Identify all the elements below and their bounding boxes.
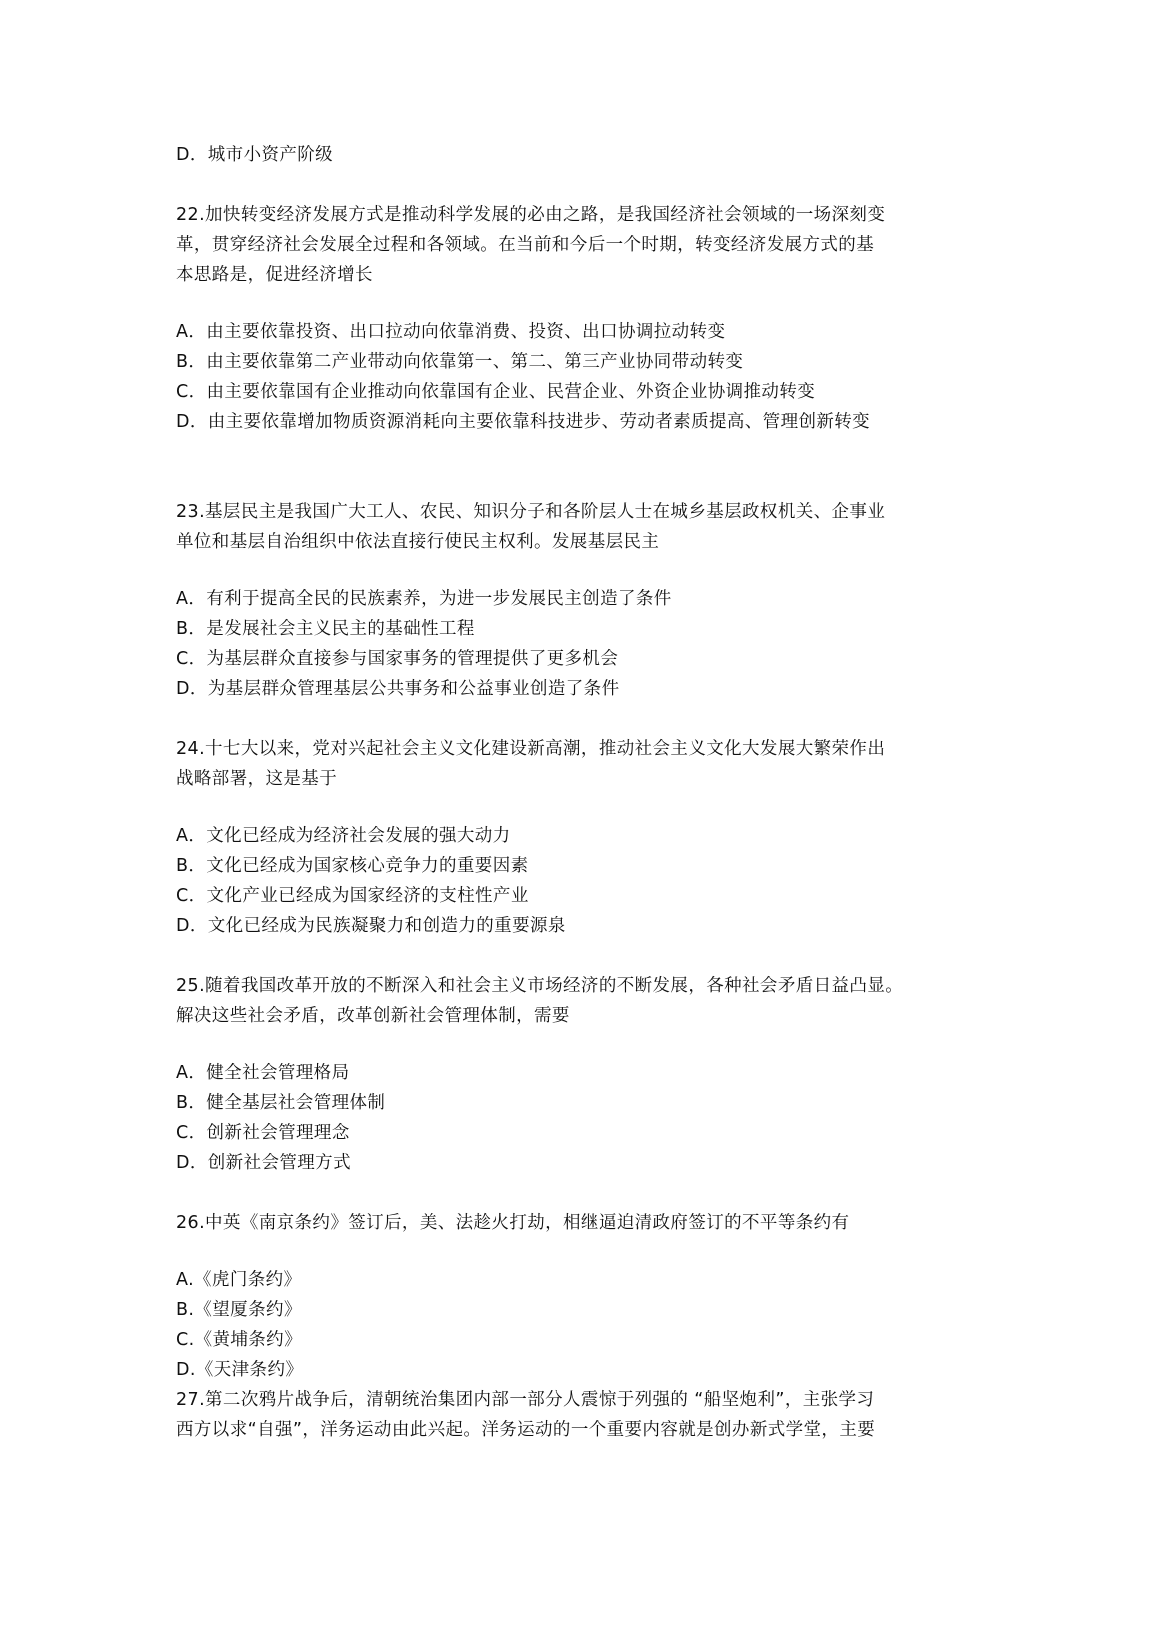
question-25-option-d: D．创新社会管理方式 [176,1153,351,1173]
question-22-option-d: D．由主要依靠增加物质资源消耗向主要依靠科技进步、劳动者素质提高、管理创新转变 [176,412,871,432]
question-26-option-c: C.《黄埔条约》 [176,1330,302,1350]
question-23-option-b: B．是发展社会主义民主的基础性工程 [176,619,475,639]
question-25-line-2: 解决这些社会矛盾，改革创新社会管理体制，需要 [176,1006,570,1026]
question-26-option-b: B.《望厦条约》 [176,1300,302,1320]
question-22 [176,200,1006,437]
question-24-line-2: 战略部署，这是基于 [176,769,338,789]
question-26-line-1: 26.中英《南京条约》签订后，美、法趁火打劫，相继逼迫清政府签订的不平等条约有 [176,1213,850,1233]
question-22-option-b: B．由主要依靠第二产业带动向依靠第一、第二、第三产业协同带动转变 [176,352,744,372]
question-24-option-d: D．文化已经成为民族凝聚力和创造力的重要源泉 [176,916,566,936]
question-23-option-c: C．为基层群众直接参与国家事务的管理提供了更多机会 [176,649,619,669]
question-26-option-a: A.《虎门条约》 [176,1270,302,1290]
question-22-option-a: A．由主要依靠投资、出口拉动向依靠消费、投资、出口协调拉动转变 [176,322,726,342]
question-27-line-2: 西方以求“自强”，洋务运动由此兴起。洋务运动的一个重要内容就是创办新式学堂，主要 [176,1420,876,1440]
question-25 [176,971,1006,1178]
question-22-line-1: 22.加快转变经济发展方式是推动科学发展的必由之路，是我国经济社会领域的一场深刻变 [176,205,886,225]
question-22-line-3: 本思路是，促进经济增长 [176,265,373,285]
question-24-option-c: C．文化产业已经成为国家经济的支柱性产业 [176,886,529,906]
question-23-line-2: 单位和基层自治组织中依法直接行使民主权利。发展基层民主 [176,532,660,552]
question-22-option-c: C．由主要依靠国有企业推动向依靠国有企业、民营企业、外资企业协调推动转变 [176,382,816,402]
question-24 [176,734,1006,941]
question-25-option-c: C．创新社会管理理念 [176,1123,350,1143]
option-d-prev: D．城市小资产阶级 [176,145,334,165]
question-23 [176,497,1006,704]
question-25-option-a: A．健全社会管理格局 [176,1063,350,1083]
question-25-option-b: B．健全基层社会管理体制 [176,1093,386,1113]
question-27-line-1: 27.第二次鸦片战争后，清朝统治集团内部一部分人震惊于列强的 “船坚炮利”，主张学习 [176,1390,875,1410]
question-27 [176,1385,1006,1445]
document-content [176,140,1006,1445]
question-23-line-1: 23.基层民主是我国广大工人、农民、知识分子和各阶层人士在城乡基层政权机关、企事业 [176,502,886,522]
question-26-option-d: D.《天津条约》 [176,1360,304,1380]
question-23-option-a: A．有利于提高全民的民族素养，为进一步发展民主创造了条件 [176,589,672,609]
question-25-line-1: 25.随着我国改革开放的不断深入和社会主义市场经济的不断发展，各种社会矛盾日益凸显。 [176,976,904,996]
question-24-line-1: 24.十七大以来，党对兴起社会主义文化建设新高潮，推动社会主义文化大发展大繁荣作出 [176,739,886,759]
question-24-option-a: A．文化已经成为经济社会发展的强大动力 [176,826,511,846]
question-26 [176,1208,1006,1385]
question-22-line-2: 革，贯穿经济社会发展全过程和各领域。在当前和今后一个时期，转变经济发展方式的基 [176,235,875,255]
question-24-option-b: B．文化已经成为国家核心竞争力的重要因素 [176,856,529,876]
question-23-option-d: D．为基层群众管理基层公共事务和公益事业创造了条件 [176,679,620,699]
